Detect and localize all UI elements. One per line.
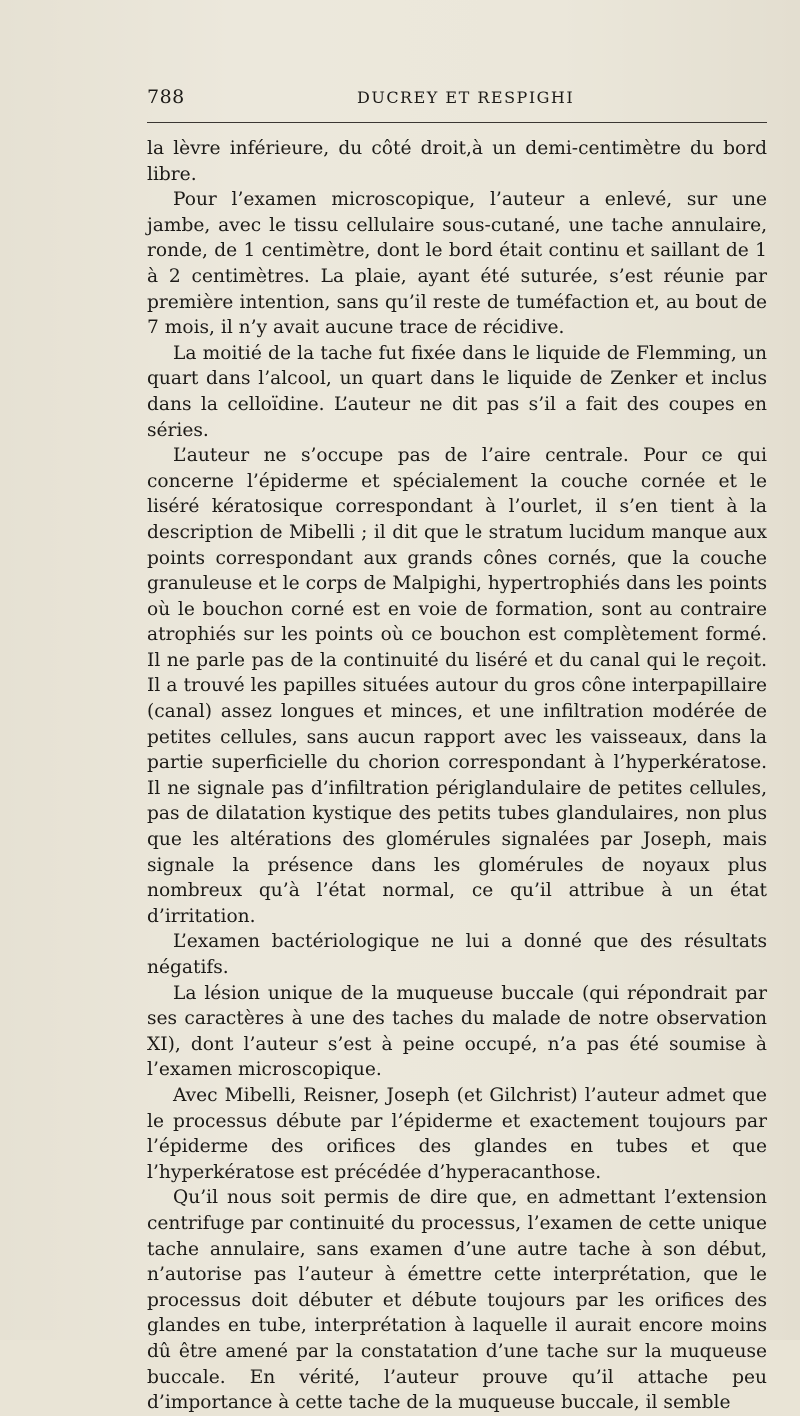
paragraph: Pour l’examen microscopique, l’auteur a enlevé, sur une jambe, avec le tissu cellulaire sous-cutané, une tache annulaire, ronde, de 1 centimètre, dont le bord était continu et saillant de 1 à 2 centimètres. La plaie, ayant été suturée, s’est réunie par première intention, sans qu’il reste de tuméfaction et, au bout de 7 mois, il n’y avait aucune trace de récidive. [147, 189, 767, 339]
header-rule [147, 122, 767, 123]
paragraph: Avec Mibelli, Reisner, Joseph (et Gilchrist) l’auteur admet que le processus débute par l’épiderme et exactement toujours par l’épiderme des orifices des glandes en tubes et que l’hyperkératose est précédée d’hyperacanthose. [147, 1084, 767, 1183]
body-text [147, 136, 767, 1416]
paragraph: L’auteur ne s’occupe pas de l’aire centrale. Pour ce qui concerne l’épiderme et spécialement la couche cornée et le liséré kératosique correspondant à l’ourlet, il s’en tient à la description de Mibelli ; il dit que le stratum lucidum manque aux points correspondant aux grands cônes cornés, que la couche granuleuse et le corps de Malpighi, hypertrophiés dans les points où le bouchon corné est en voie de formation, sont au contraire atrophiés sur les points où ce bouchon est complètement formé. Il ne parle pas de la continuité du liséré et du canal qui le reçoit. Il a trouvé les papilles situées autour du gros cône interpapillaire (canal) assez longues et minces, et une infiltration modérée de petites cellules, sans aucun rapport avec les vaisseaux, dans la partie superficielle du chorion correspondant à l’hyperkératose. Il ne signale pas d’infiltration périglandulaire de petites cellules, pas de dilatation kystique des petits tubes glandulaires, non plus que les altérations des glomérules signalées par Joseph, mais signale la présence dans les glomérules de noyaux plus nombreux qu’à l’état normal, ce qu’il attribue à un état d’irritation. [147, 445, 767, 927]
paragraph: Qu’il nous soit permis de dire que, en admettant l’extension centrifuge par continuité du processus, l’examen de cette unique tache annulaire, sans examen d’une autre tache à son début, n’autorise pas l’auteur à émettre cette interprétation, que le processus doit débuter et débute toujours par les orifices des glandes en tube, interprétation à laquelle il aurait encore moins dû être amené par la constatation d’une tache sur la muqueuse buccale. En vérité, l’auteur prouve qu’il attache peu d’importance à cette tache de la muqueuse buccale, il semble [147, 1187, 767, 1414]
page-header [147, 86, 767, 110]
paragraph: L’examen bactériologique ne lui a donné que des résultats négatifs. [147, 931, 767, 978]
page-number: 788 [147, 86, 185, 108]
paragraph: La moitié de la tache fut fixée dans le liquide de Flemming, un quart dans l’alcool, un quart dans le liquide de Zenker et inclus dans la celloïdine. L’auteur ne dit pas s’il a fait des coupes en séries. [147, 342, 767, 441]
paragraph: la lèvre inférieure, du côté droit,à un demi-centimètre du bord libre. [147, 138, 767, 185]
paragraph: La lésion unique de la muqueuse buccale (qui répondrait par ses caractères à une des taches du malade de notre observation XI), dont l’auteur s’est à peine occupé, n’a pas été soumise à l’examen microscopique. [147, 982, 767, 1081]
running-title: DUCREY ET RESPIGHI [357, 88, 575, 107]
